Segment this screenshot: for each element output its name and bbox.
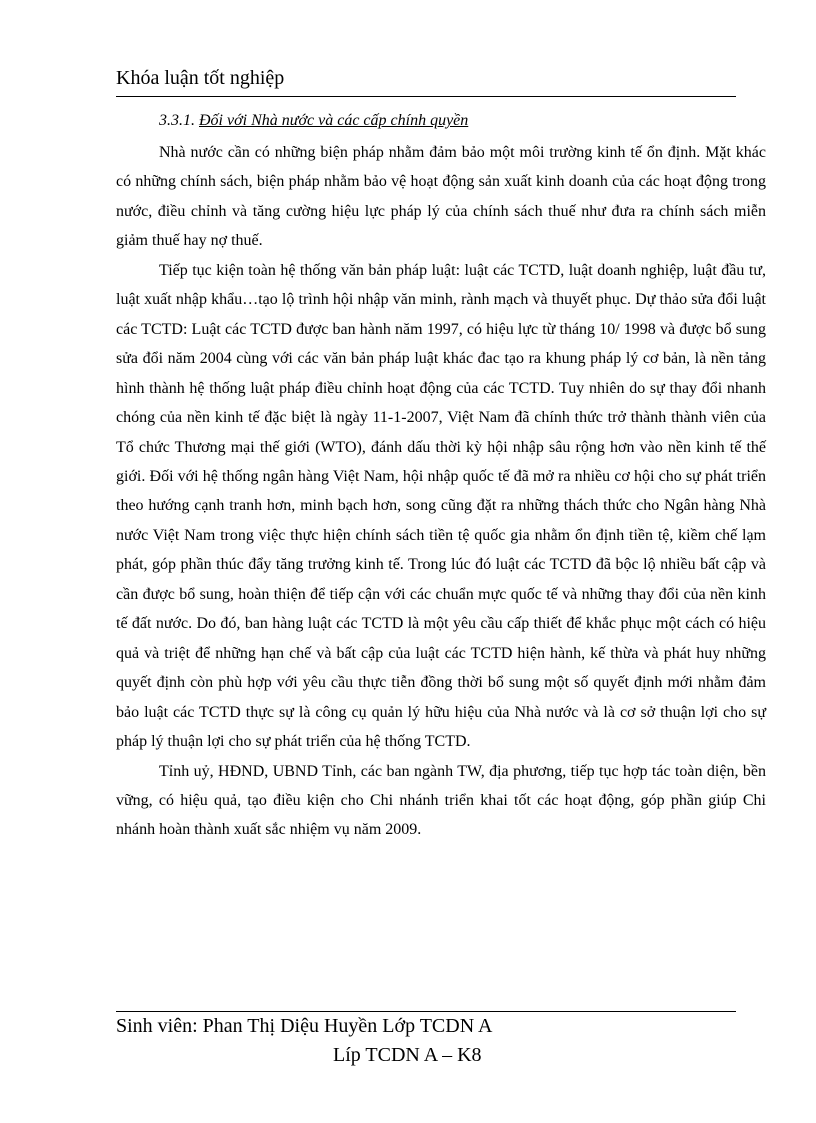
document-body bbox=[116, 107, 766, 845]
page-header-title: Khóa luận tốt nghiệp bbox=[116, 67, 285, 89]
paragraph: Tiếp tục kiện toàn hệ thống văn bản pháp luật: luật các TCTD, luật doanh nghiệp, luật đầu tư, luật xuất nhập khẩu…tạo lộ trình hội nhập văn minh, rành mạch và thuyết phục. Dự thảo sửa đổi luật các TCTD: Luật các TCTD được ban hành năm 1997, có hiệu lực từ tháng 10/ 1998 và được bổ sung sửa đổi năm 2004 cùng với các văn bản pháp luật khác đac tạo ra khung pháp lý cơ bản, là nền tảng hình thành hệ thống luật pháp điều chỉnh hoạt động của các TCTD. Tuy nhiên do sự thay đổi nhanh chóng của nền kinh tế đặc biệt là ngày 11-1-2007, Việt Nam đã chính thức trở thành thành viên của Tổ chức Thương mại thế giới (WTO), đánh dấu thời kỳ hội nhập sâu rộng hơn vào nền kinh tế thế giới. Đối với hệ thống ngân hàng Việt Nam, hội nhập quốc tế đã mở ra nhiều cơ hội cho sự phát triển theo hướng cạnh tranh hơn, minh bạch hơn, song cũng đặt ra những thách thức cho Ngân hàng Nhà nước Việt Nam trong việc thực hiện chính sách tiền tệ quốc gia nhằm ổn định tiền tệ, kiềm chế lạm phát, góp phần thúc đẩy tăng trưởng kinh tế. Trong lúc đó luật các TCTD đã bộc lộ nhiều bất cập và cần được bổ sung, hoàn thiện để tiếp cận với các chuẩn mực quốc tế và những thay đổi của nền kinh tế đất nước. Do đó, ban hàng luật các TCTD là một yêu cầu cấp thiết để khắc phục một cách có hiệu quả và triệt để những hạn chế và bất cập của luật các TCTD hiện hành, kế thừa và phát huy những quyết định còn phù hợp với yêu cầu thực tiễn đồng thời bổ sung một số quyết định mới nhằm đảm bảo luật các TCTD thực sự là công cụ quản lý hữu hiệu của Nhà nước và là cơ sở thuận lợi cho sự pháp lý thuận lợi cho sự phát triển của hệ thống TCTD. bbox=[116, 261, 766, 751]
header-divider bbox=[116, 96, 736, 97]
paragraph: Nhà nước cần có những biện pháp nhằm đảm bảo một môi trường kinh tế ổn định. Mặt khác có những chính sách, biện pháp nhằm bảo vệ hoạt động sản xuất kinh doanh của các hoạt động trong nước, điều chỉnh và tăng cường hiệu lực pháp lý của chính sách thuế như đưa ra chính sách miễn giảm thuế hay nợ thuế. bbox=[116, 144, 766, 250]
footer-student-name: Sinh viên: Phan Thị Diệu Huyền bbox=[116, 1015, 378, 1037]
footer-student-line bbox=[116, 1012, 736, 1040]
section-number: 3.3.1. bbox=[159, 112, 195, 129]
section-heading bbox=[159, 107, 766, 135]
footer-class-label: Lớp TCDN A bbox=[382, 1015, 493, 1037]
section-title: Đối với Nhà nước và các cấp chính quyền bbox=[199, 112, 469, 129]
footer-class-line: Líp TCDN A – K8 bbox=[333, 1044, 482, 1066]
paragraph: Tỉnh uỷ, HĐND, UBND Tỉnh, các ban ngành TW, địa phương, tiếp tục hợp tác toàn diện, bền vững, có hiệu quả, tạo điều kiện cho Chi nhánh triển khai tốt các hoạt động, góp phần giúp Chi nhánh hoàn thành xuất sắc nhiệm vụ năm 2009. bbox=[116, 762, 766, 839]
